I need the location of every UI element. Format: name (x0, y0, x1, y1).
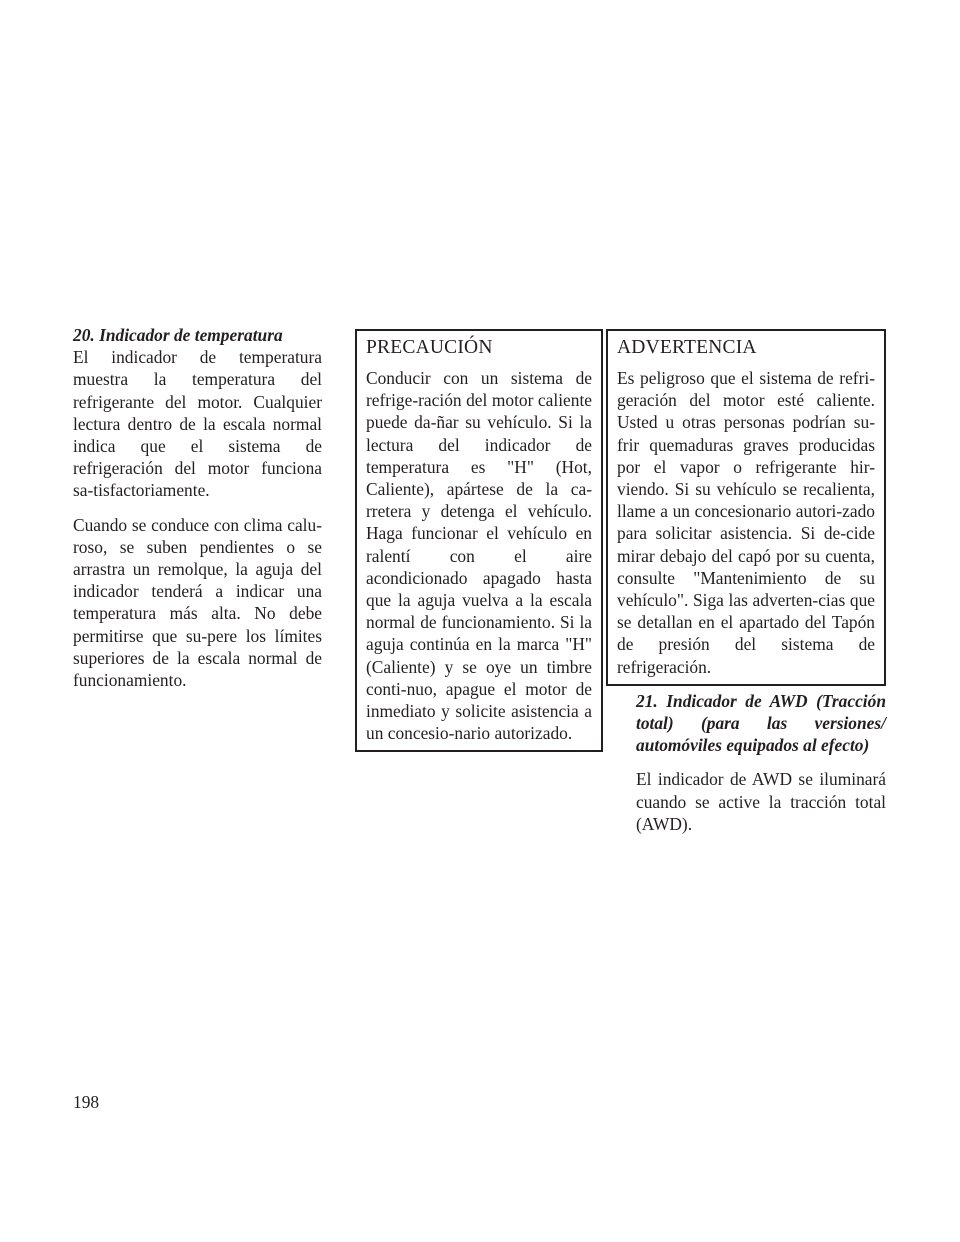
temperature-paragraph-2: Cuando se conduce con clima calu-roso, se suben pendientes o se arrastra un remolque, la aguja del indicador tenderá a indicar una temperatura más alta. No debe permitirse que su-pere los límites superiores de la escala normal de funcionamiento. (73, 514, 322, 691)
page-number: 198 (73, 1092, 100, 1112)
section-heading-awd: 21. Indicador de AWD (Tracción total) (para las versiones/ automóviles equipados al efecto) (636, 690, 886, 756)
awd-paragraph: El indicador de AWD se iluminará cuando se active la tracción total (AWD). (636, 769, 886, 834)
caution-text: Conducir con un sistema de refrige-ración del motor caliente puede da-ñar su vehículo. Si la lectura del indicador de temperatura es "H" (Hot, Caliente), apártese de la ca-rretera y detenga el vehículo. Haga funcionar el vehículo en ralentí con el aire acondicionado apagado hasta que la aguja vuelva a la escala normal de funcionamiento. Si la aguja continúa en la marca "H" (Caliente) y se oye un timbre conti-nuo, apague el motor de inmediato y solicite asistencia a un concesio-nario autorizado. (366, 368, 592, 744)
caution-title: PRECAUCIÓN (366, 337, 493, 358)
right-column (606, 329, 886, 847)
temperature-paragraph-1: El indicador de temperatura muestra la temperatura del refrigerante del motor. Cualquier lectura dentro de la escala normal indica que el sistema de refrigeración del motor funciona sa-tisfactoriamente. (73, 347, 322, 501)
warning-title: ADVERTENCIA (617, 337, 757, 358)
middle-column (355, 329, 603, 752)
caution-box (355, 329, 603, 752)
warning-text: Es peligroso que el sistema de refri-geración del motor esté caliente. Usted u otras personas podrían su-frir quemaduras graves producidas por el vapor o refrigerante hir-viendo. Si su vehículo se recalienta, llame a un concesionario autori-zado para solicitar asistencia. Si de-cide mirar debajo del capó por su cuenta, consulte "Mantenimiento de su vehículo". Siga las adverten-cias que se detallan en el apartado del Tapón de presión del sistema de refrigeración. (617, 368, 875, 677)
warning-box (606, 329, 886, 686)
left-column (73, 324, 322, 703)
section-heading-temperature: 20. Indicador de temperatura (73, 325, 283, 345)
